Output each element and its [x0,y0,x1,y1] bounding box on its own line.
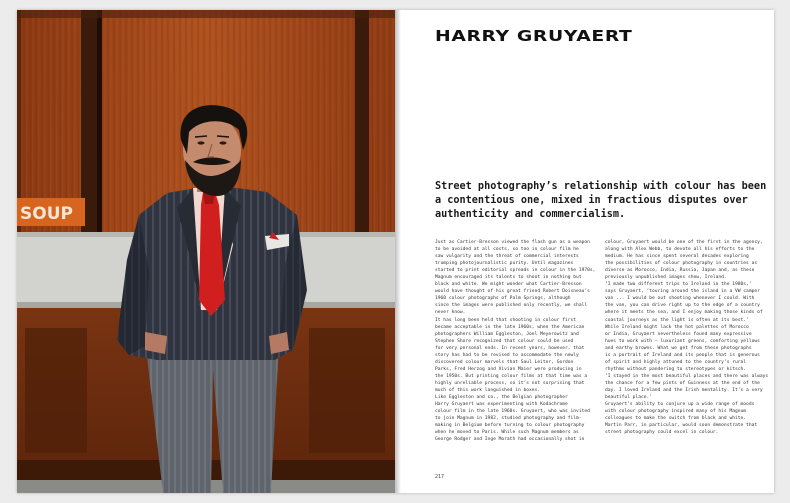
body-text-line: photographers William Eggleston, Joel Meyerowitz and [435,331,579,337]
body-text-line: colour film in the late 1960s. Gruyaert, who was invited [435,409,590,415]
body-text-line: to join Magnum in 1982, studied photography and film- [435,416,582,422]
body-text-line: colour, Gruyaert would be one of the first in the agency, [605,240,763,245]
standfirst-line: Street photography’s relationship with colour has been [435,181,767,192]
body-text-line: the 1950s. But printing colour films at that time was a [435,373,588,379]
body-text-line: beautiful place.’ [605,395,653,401]
body-text-line: Harry Gruyaert was experimenting with Kodachrome [435,402,568,408]
body-text-line: story has had to be revised to accommodate the newly [435,352,579,358]
body-text-line: Magnum encouraged its talents to shoot in nothing but [435,275,582,281]
body-text-line: started to print editorial spreads in colour in the 1970s, [435,268,596,274]
body-text-line: While Ireland might lack the hot palettes of Morocco [605,324,749,330]
standfirst [435,180,767,222]
body-text-line: is a portrait of Ireland and its people that is generous [605,352,760,358]
body-text-line: for very personal ends. In recent years, however, that [435,345,585,351]
article-page [401,10,774,493]
portrait-photograph [17,10,395,493]
body-text-line: discovered colour marvels that Saul Leiter, Gordon [435,359,574,365]
body-text-line: 1960 colour photographs of Palm Springs, although [435,296,571,302]
body-text-line: medium. He has since spent several decades exploring [605,254,749,260]
body-text-line: street photography could excel in colour. [605,430,719,436]
body-text-line: says Gruyaert, ‘touring around the island in a VW camper [605,289,760,295]
body-text-line: much of this work languished in boxes. [435,387,541,393]
body-text-line: coastal journeys as the light is often at its best.’ [605,317,749,323]
body-column-left [435,239,598,443]
body-text-line: Stephen Shore recognized that colour could be used [435,338,574,344]
body-text-line: and earthy browns. What we get from these photographs [605,345,752,351]
body-text-line: the van, you can drive right up to the edge of a country [605,303,760,309]
body-text-line: diverse as Morocco, India, Russia, Japan and, as these [605,268,755,274]
body-text-line: Just as Cartier-Bresson viewed the flash gun as a weapon [435,240,590,245]
body-text-line: rhythms without pandering to stereotypes or kitsch. [605,366,747,372]
article-title: HARRY GRUYAERT [435,27,633,45]
body-text-line: van ... I would be out shooting whenever I could. With [605,296,755,302]
body-text-line: ‘I made two different trips to Ireland in the 1980s,’ [605,282,752,288]
body-text-line: the chance for a few pints of Guinness at the end of the [605,380,760,386]
body-text-line: previously unpublished images show, Ireland. [605,275,727,281]
body-text-line: would have thought of his great friend Robert Doisneau’s [435,289,590,295]
body-text-line: along with Alex Webb, to devote all his efforts to the [605,247,755,253]
body-text-line: the possibilities of colour photography in countries as [605,261,758,267]
body-text-line: highly unreliable process, so it’s not surprising that [435,380,585,386]
body-text-line: of spirit and highly attuned to the country’s rural [605,359,747,365]
body-text-line: Gruyaert’s ability to conjure up a wide range of moods [605,402,755,408]
body-text-line: ‘I stayed in the most beautiful places and there was always [605,373,768,379]
body-text-line: George Rodger and Inge Morath had occasionally shot in [435,437,585,443]
body-text-line: Parks, Fred Herzog and Vivian Maier were producing in [435,366,582,372]
soup-sign-text: SOUP [20,204,73,224]
body-text-line: to be avoided at all costs, so too in colour film he [435,247,579,253]
standfirst-line: a contentious one, mixed in fractious disputes over [435,195,748,206]
body-text-line: since the images were published only recently, we shall [435,303,588,309]
body-text-line: or India, Gruyaert nevertheless found many expressive [605,331,752,337]
magazine-spread [17,10,774,493]
body-column-right [605,239,768,436]
body-text-line: It has long been held that shooting in colour first [435,317,577,323]
body-text-line: hues to work with – luxuriant greens, comforting yellows [605,338,760,344]
body-text-line: Martin Parr, in particular, would soon demonstrate that [605,423,758,429]
body-text-line: saw vulgarity and the threat of commercial interests [435,254,579,260]
body-text-line: where it meets the sea, and I enjoy making those kinds of [605,310,763,316]
body-text-line: day. I loved Ireland and the Irish mentality. It’s a very [605,387,763,393]
body-text-line: with colour photography inspired many of his Magnum [605,409,747,415]
body-text-line: black and white. We might wonder what Cartier-Bresson [435,282,582,288]
body-text-line: colleagues to make the switch from black and white. [605,416,747,422]
standfirst-line: authenticity and commercialism. [435,209,626,220]
body-text-line: trumping photojournalistic purity. Until magazines [435,261,574,267]
body-text-line: making in Belgium before turning to colour photography [435,423,585,429]
body-text-line: became acceptable in the late 1960s, when the American [435,324,585,330]
body-text-line: when he moved to Paris. While such Magnum members as [435,430,579,436]
body-text-line: never know. [435,310,466,316]
body-text-line: Like Eggleston and co., the Belgian photographer [435,395,568,401]
page-number: 217 [435,474,445,480]
